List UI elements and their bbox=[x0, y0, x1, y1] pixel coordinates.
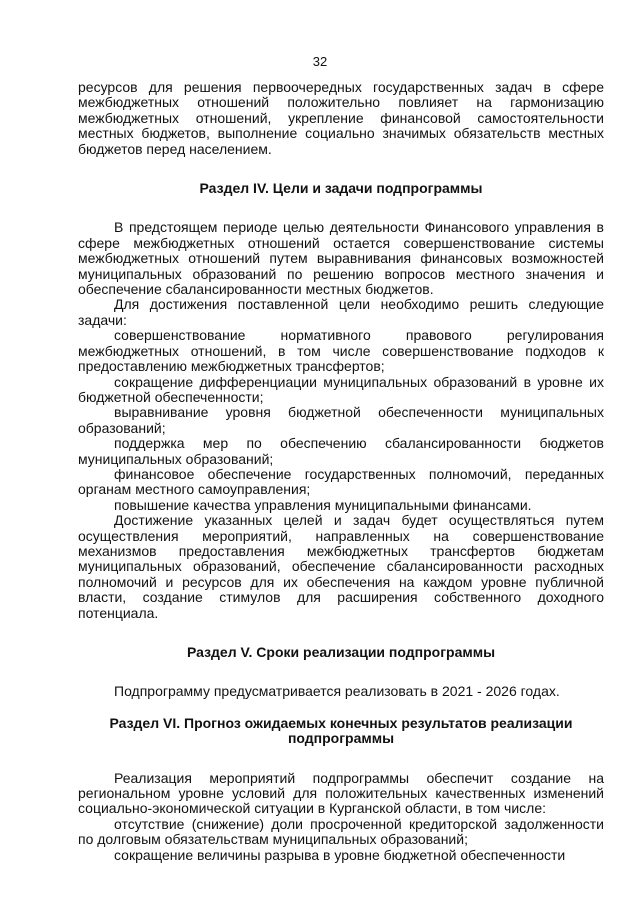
page-number: 32 bbox=[312, 54, 328, 69]
task-item: выравнивание уровня бюджетной обеспеченности муниципальных образований; bbox=[78, 404, 604, 436]
section-4-goal-paragraph: В предстоящем периоде целью деятельности Финансового управления в сфере межбюджетных отношений остается совершенствование системы межбюджетных отношений путем выравнивания финансовых возможностей муниципальных образований по решению вопросов местного значения и обеспечение сбалансированности местных бюджетов. bbox=[78, 219, 604, 298]
task-item: совершенствование нормативного правового регулирования межбюджетных отношений, в том числе совершенствование подходов к предоставлению межбюджетных трансфертов; bbox=[78, 327, 604, 375]
task-item: поддержка мер по обеспечению сбалансированности бюджетов муниципальных образований; bbox=[78, 435, 604, 467]
section-6-heading-line-2: подпрограммы bbox=[287, 730, 395, 747]
section-6-paragraph: Реализация мероприятий подпрограммы обеспечит создание на региональном уровне условий для положительных качественных изменений социально-экономической ситуации в Курганской области, в том числе: bbox=[78, 769, 604, 817]
task-item: повышение качества управления муниципальными финансами. bbox=[114, 496, 532, 513]
section-5-text: Подпрограмму предусматривается реализовать в 2021 - 2026 годах. bbox=[114, 683, 560, 700]
section-6-paragraph: сокращение величины разрыва в уровне бюджетной обеспеченности bbox=[114, 846, 566, 863]
section-4-closing-paragraph: Достижение указанных целей и задач будет осуществляться путем осуществления мероприятий, направленных на совершенствование механизмов предоставления межбюджетных трансфертов бюджетам муниципальных образований, обеспечение сбалансированности расходных полномочий и ресурсов для их обеспечения на каждом уровне публичной власти, создание стимулов для расширения собственного доходного потенциала. bbox=[78, 512, 604, 621]
page-body bbox=[78, 80, 604, 863]
task-item: сокращение дифференциации муниципальных образований в уровне их бюджетной обеспеченности; bbox=[78, 373, 604, 405]
section-6-heading-line-1: Раздел VI. Прогноз ожидаемых конечных результатов реализации bbox=[109, 714, 573, 731]
intro-paragraph: ресурсов для решения первоочередных государственных задач в сфере межбюджетных отношений положительно повлияет на гармонизацию межбюджетных отношений, укрепление финансовой самостоятельности местных бюджетов, выполнение социально значимых обязательств местных бюджетов перед населением. bbox=[78, 79, 604, 157]
section-4-tasks-intro: Для достижения поставленной цели необходимо решить следующие задачи: bbox=[78, 296, 604, 328]
section-5-heading: Раздел V. Сроки реализации подпрограммы bbox=[186, 644, 496, 660]
section-6-paragraph: отсутствие (снижение) доли просроченной кредиторской задолженности по долговым обязательствам муниципальных образований; bbox=[78, 815, 604, 848]
task-item: финансовое обеспечение государственных полномочий, переданных органам местного самоуправления; bbox=[78, 465, 604, 498]
section-4-heading: Раздел IV. Цели и задачи подпрограммы bbox=[199, 180, 483, 197]
